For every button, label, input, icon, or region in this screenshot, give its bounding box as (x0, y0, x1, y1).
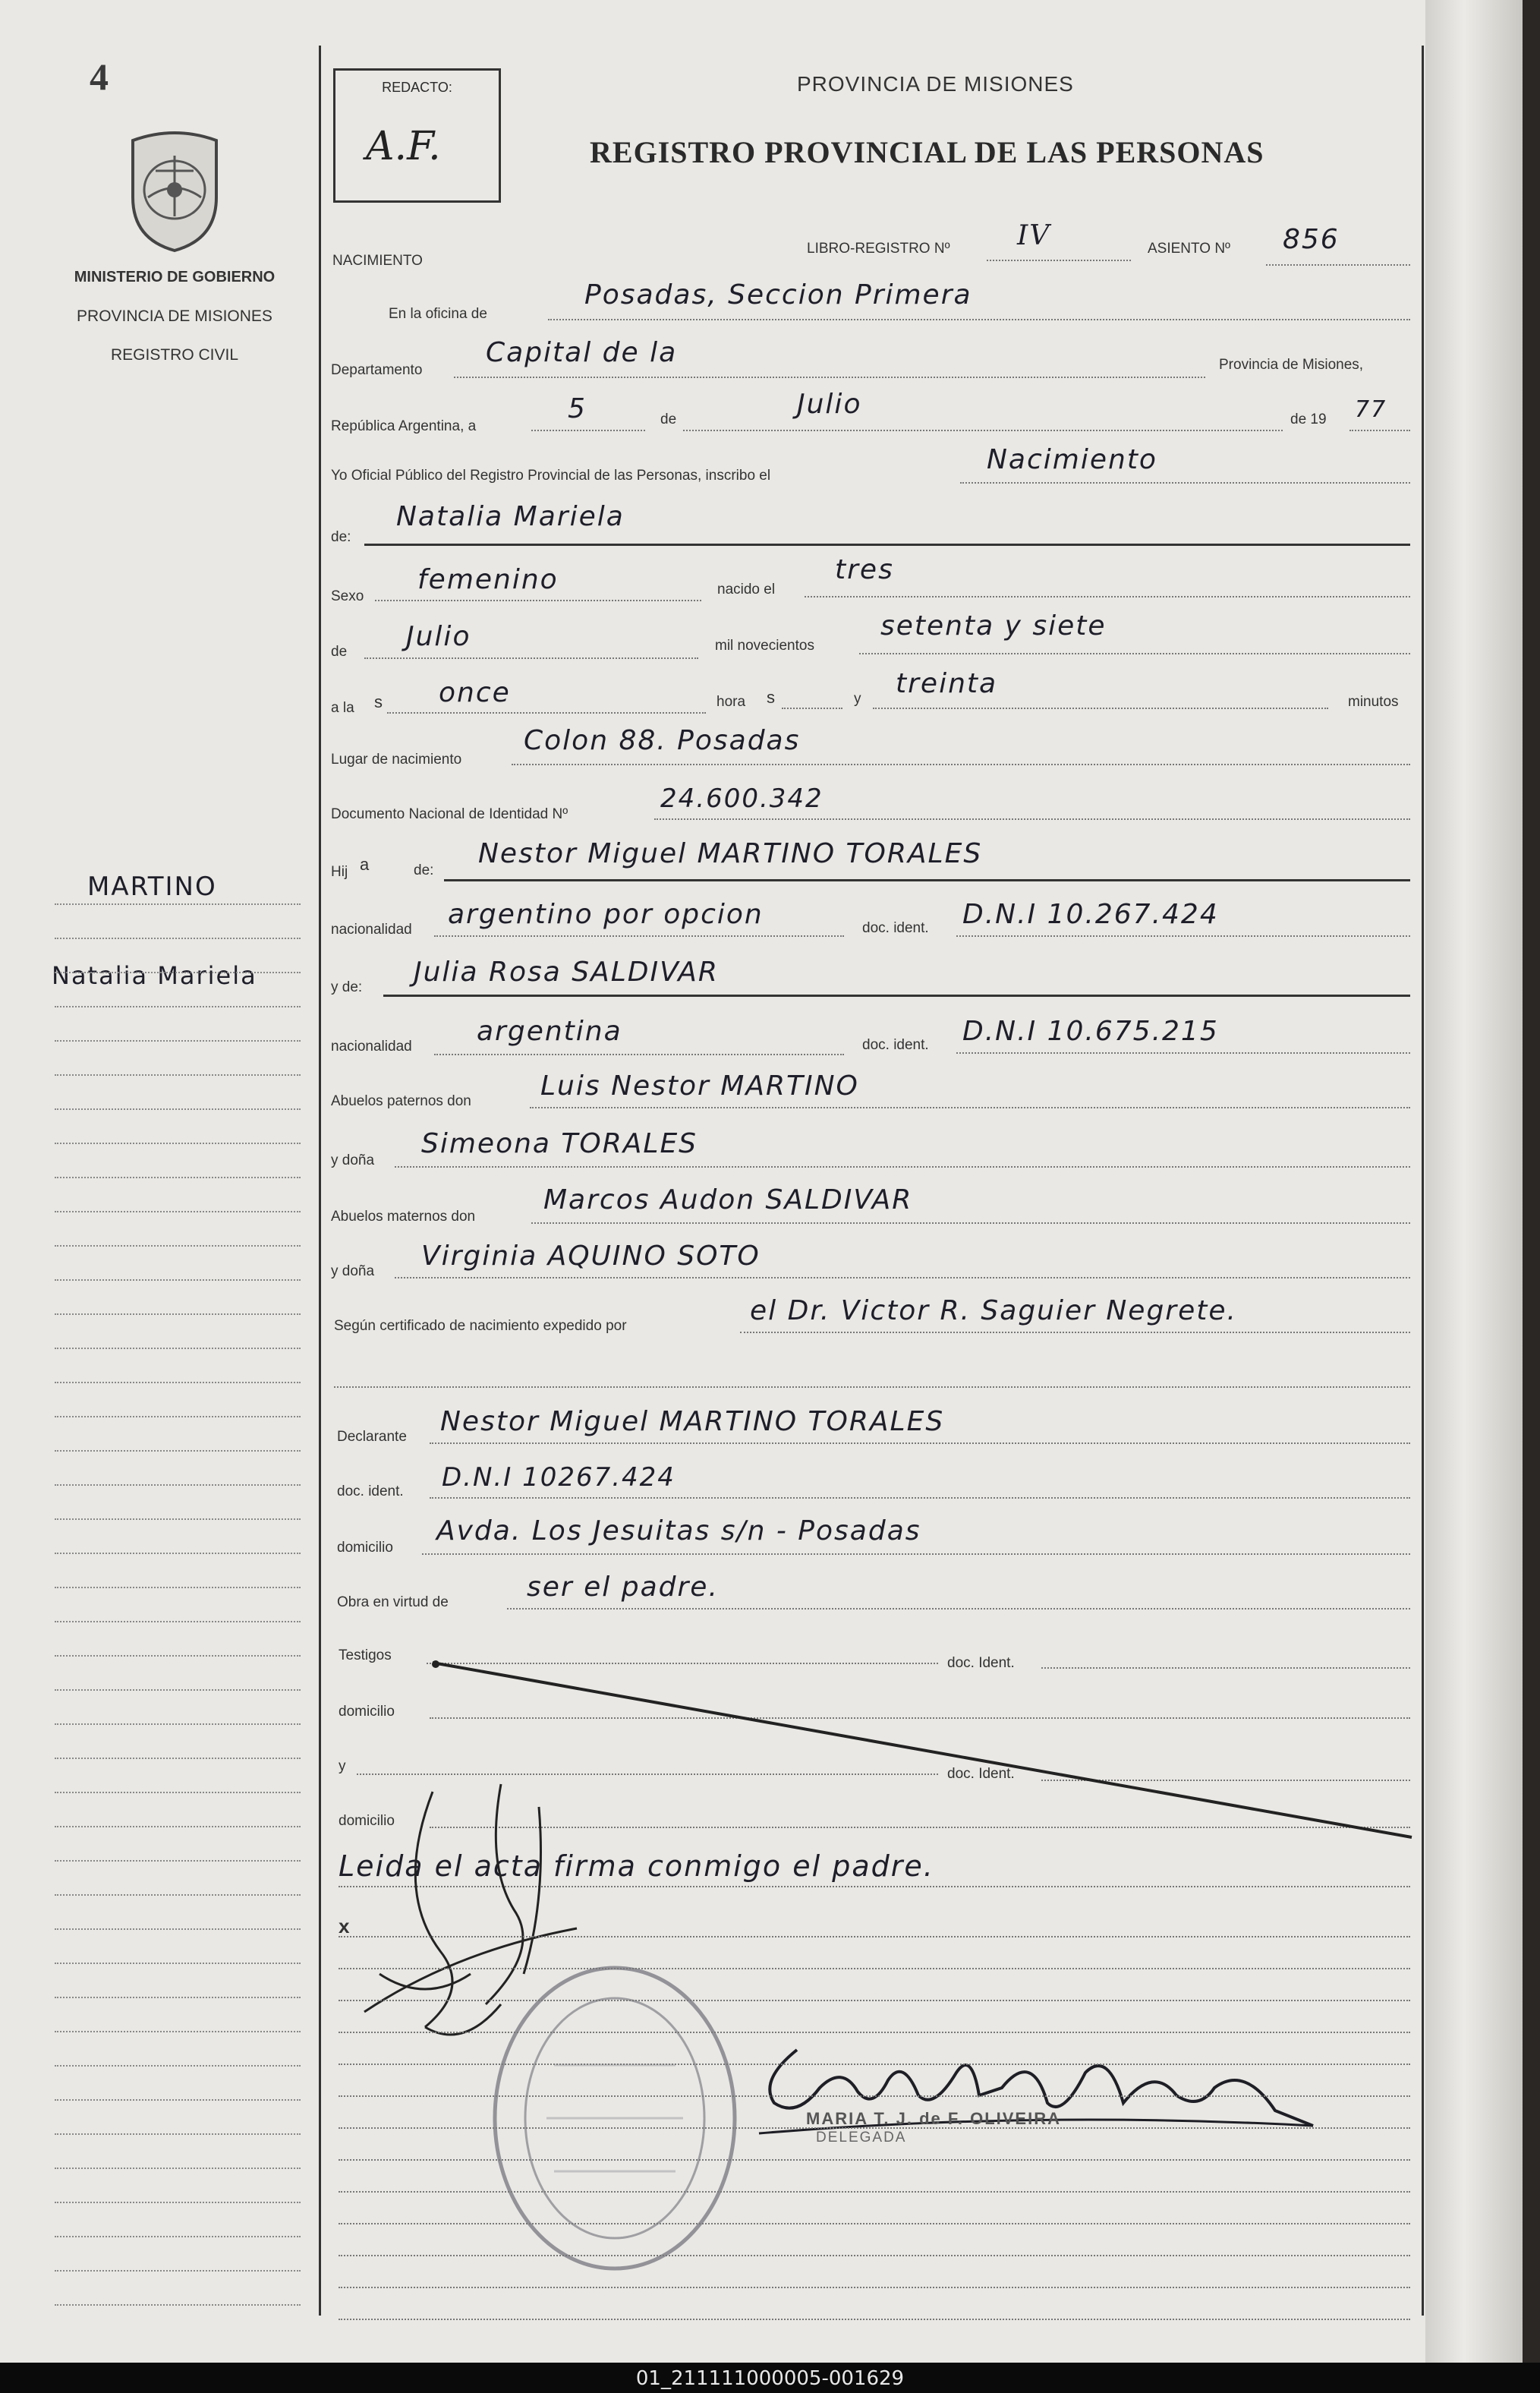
minutos-value: treinta (896, 668, 998, 699)
officer-name: MARIA T. J. de F. OLIVEIRA (806, 2109, 1061, 2128)
docident3-dots (430, 1497, 1410, 1499)
hij-de-label: de: (414, 862, 434, 878)
margin-ruled-line (55, 1621, 301, 1622)
margin-ruled-line (55, 1074, 301, 1076)
margin-ruled-line (55, 1177, 301, 1178)
province-label: PROVINCIA DE MISIONES (77, 307, 272, 325)
abuelos-mat-label: Abuelos maternos don (331, 1209, 476, 1225)
ruled-line (339, 2095, 1410, 2097)
hora-dots (387, 712, 706, 714)
oficina-value: Posadas, Seccion Primera (584, 279, 972, 311)
de-label: de (660, 411, 677, 427)
ruled-line (339, 2319, 1410, 2320)
oficial-value: Nacimiento (987, 444, 1157, 475)
y-label: y (854, 691, 861, 707)
hij-suffix: a (360, 855, 370, 874)
margin-ruled-line (55, 1928, 301, 1930)
ruled-line (339, 2127, 1410, 2129)
nac1-value: argentino por opcion (448, 899, 764, 930)
footer-strip (0, 2363, 1540, 2393)
abuelos-pat-label: Abuelos paternos don (331, 1093, 471, 1109)
docident5-label: doc. Ident. (947, 1766, 1015, 1782)
margin-ruled-line (55, 1963, 301, 1964)
yde-label: y de: (331, 979, 363, 995)
lugar-label: Lugar de nacimiento (331, 752, 462, 768)
anio-value: setenta y siete (880, 610, 1107, 642)
sexo-value: femenino (417, 564, 559, 595)
leida-value: Leida el acta firma conmigo el padre. (339, 1849, 934, 1883)
mes-de-label: de (331, 644, 348, 660)
margin-ruled-line (55, 1484, 301, 1486)
testigos-label: Testigos (339, 1647, 392, 1663)
horas-label: hora (716, 694, 746, 710)
margin-ruled-line (55, 1758, 301, 1759)
margin-ruled-line (55, 1245, 301, 1247)
margin-ruled-line (55, 2099, 301, 2101)
page-edge (1425, 0, 1523, 2363)
margin-ruled-line (55, 1553, 301, 1554)
provincia-suffix: Provincia de Misiones, (1219, 357, 1364, 373)
asiento-label: ASIENTO Nº (1148, 241, 1230, 257)
name-line (364, 544, 1410, 546)
docident2-value: D.N.I 10.675.215 (962, 1016, 1219, 1047)
ruled-line (339, 2287, 1410, 2288)
docident1-label: doc. ident. (862, 920, 929, 936)
margin-ruled-line (55, 1689, 301, 1691)
certificado-value: el Dr. Victor R. Saguier Negrete. (750, 1295, 1237, 1326)
nac2-label: nacionalidad (331, 1039, 412, 1055)
oficina-label: En la oficina de (389, 306, 487, 322)
margin-ruled-line (55, 1860, 301, 1862)
ruled-line (339, 2000, 1410, 2001)
left-rule (319, 46, 321, 2316)
ruled-line (339, 2064, 1410, 2065)
year-dots (1349, 430, 1410, 431)
margin-ruled-line (55, 2065, 301, 2067)
margin-ruled-line (55, 1587, 301, 1588)
margin-ruled-line (55, 1894, 301, 1896)
margin-ruled-line (55, 1279, 301, 1281)
hora-value: once (439, 677, 511, 708)
nac2-dots (434, 1054, 844, 1055)
domicilio1-label: domicilio (337, 1540, 393, 1556)
margin-ruled-line (55, 1211, 301, 1212)
month-dots (683, 430, 1283, 431)
margin-ruled-line (55, 972, 301, 973)
anio-dots (859, 653, 1410, 654)
oficial-label: Yo Oficial Público del Registro Provincial de las Personas, inscribo el (331, 468, 771, 484)
image-code: 01_211111000005-001629 (635, 2367, 905, 2390)
asiento-value: 856 (1283, 224, 1340, 255)
asiento-dots (1266, 264, 1410, 266)
registry-title: REGISTRO PROVINCIAL DE LAS PERSONAS (590, 135, 1264, 169)
ruled-line (339, 2223, 1410, 2224)
margin-ruled-line (55, 1108, 301, 1110)
dni-value: 24.600.342 (660, 783, 824, 814)
docident4-label: doc. Ident. (947, 1655, 1015, 1671)
margin-ruled-line (55, 1792, 301, 1793)
dni-dots (654, 818, 1410, 820)
domicilio2-label: domicilio (339, 1704, 395, 1720)
ruled-line (339, 2255, 1410, 2256)
abuela-pat-value: Simeona TORALES (421, 1128, 698, 1159)
nac1-label: nacionalidad (331, 922, 412, 938)
margin-ruled-line (55, 1313, 301, 1315)
y2-label: y (339, 1758, 346, 1774)
minutos-dots (873, 708, 1328, 709)
nacido-value: tres (835, 554, 894, 585)
docident3-value: D.N.I 10267.424 (442, 1462, 676, 1493)
ydona1-label: y doña (331, 1152, 375, 1168)
domicilio3-label: domicilio (339, 1813, 395, 1829)
abuela-pat-dots (395, 1166, 1410, 1168)
republica-label: República Argentina, a (331, 418, 477, 434)
mes-value: Julio (406, 621, 471, 652)
officer-subtitle: DELEGADA (816, 2130, 907, 2146)
ydona2-label: y doña (331, 1263, 375, 1279)
horas-dots (782, 708, 842, 709)
madre-value: Julia Rosa SALDIVAR (414, 957, 719, 988)
margin-ruled-line (55, 2202, 301, 2203)
certificado-label: Según certificado de nacimiento expedido por (334, 1318, 627, 1334)
hij-label: Hij (331, 864, 348, 880)
domicilio1-value: Avda. Los Jesuitas s/n - Posadas (436, 1515, 921, 1546)
abuela-mat-dots (395, 1277, 1410, 1278)
margin-ruled-line (55, 1143, 301, 1144)
margin-ruled-line (55, 2236, 301, 2237)
obra-label: Obra en virtud de (337, 1594, 449, 1610)
dni-label: Documento Nacional de Identidad Nº (331, 806, 568, 822)
abuelo-mat-value: Marcos Audon SALDIVAR (543, 1184, 913, 1215)
margin-ruled-line (55, 2304, 301, 2306)
madre-line (383, 995, 1410, 997)
margin-ruled-line (55, 1723, 301, 1725)
x-label: x (339, 1915, 350, 1937)
margin-ruled-line (55, 1348, 301, 1349)
abuelo-mat-dots (531, 1222, 1410, 1224)
ruled-line (339, 2159, 1410, 2161)
nacido-dots (805, 596, 1410, 597)
abuela-mat-value: Virginia AQUINO SOTO (421, 1241, 761, 1272)
docident1-dots (956, 935, 1410, 937)
header-province: PROVINCIA DE MISIONES (797, 72, 1074, 96)
ruled-line (339, 2032, 1410, 2033)
abuelo-pat-value: Luis Nestor MARTINO (540, 1070, 859, 1102)
nac2-value: argentina (477, 1016, 622, 1047)
oficina-dots (548, 319, 1410, 320)
ministry-label: MINISTERIO DE GOBIERNO (74, 269, 276, 285)
nac1-dots (434, 935, 844, 937)
padre-value: Nestor Miguel MARTINO TORALES (478, 838, 983, 869)
margin-ruled-line (55, 1997, 301, 1998)
alas-suffix: s (374, 692, 383, 711)
margin-ruled-line (55, 2168, 301, 2169)
nacido-label: nacido el (717, 582, 776, 597)
obra-value: ser el padre. (527, 1572, 719, 1603)
official-stamp (486, 1959, 744, 2278)
child-name-value: Natalia Mariela (396, 501, 625, 532)
certificado-dots-2 (334, 1386, 1410, 1388)
lugar-dots (512, 764, 1410, 765)
abuelo-pat-dots (530, 1107, 1410, 1108)
ruled-line (339, 1968, 1410, 1969)
sexo-dots (375, 600, 701, 601)
margin-given-name: Natalia Mariela (52, 961, 257, 990)
domicilio1-dots (422, 1553, 1410, 1555)
day-value: 5 (568, 393, 587, 424)
ruled-line (339, 2191, 1410, 2193)
docident2-dots (956, 1052, 1410, 1054)
departamento-value: Capital de la (486, 337, 678, 368)
margin-ruled-line (55, 1450, 301, 1452)
margin-ruled-line (55, 938, 301, 939)
declarante-label: Declarante (337, 1429, 407, 1445)
month-value: Julio (797, 389, 862, 420)
margin-ruled-line (55, 1040, 301, 1042)
day-dots (531, 430, 645, 431)
margin-ruled-line (55, 1382, 301, 1383)
registry-label: REGISTRO CIVIL (110, 346, 239, 364)
departamento-dots (454, 377, 1205, 378)
alas-label: a la (331, 700, 354, 716)
margin-ruled-line (55, 1416, 301, 1417)
mes-dots (364, 657, 698, 659)
ruled-line (339, 1936, 1410, 1937)
mil-label: mil novecientos (715, 638, 814, 654)
redacto-label: REDACTO: (382, 80, 452, 95)
margin-ruled-line (55, 2270, 301, 2272)
padre-line (444, 879, 1410, 881)
name-de-label: de: (331, 529, 351, 545)
horas-suffix: s (767, 688, 775, 707)
margin-ruled-line (55, 903, 301, 905)
departamento-label: Departamento (331, 362, 423, 378)
declarante-value: Nestor Miguel MARTINO TORALES (440, 1406, 945, 1437)
oficial-dots (960, 482, 1410, 484)
docident2-label: doc. ident. (862, 1037, 929, 1053)
right-rule (1422, 46, 1424, 2316)
libro-value: IV (1017, 220, 1051, 251)
margin-ruled-line (55, 1518, 301, 1520)
margin-surname: MARTINO (87, 872, 217, 902)
margin-ruled-line (55, 2031, 301, 2032)
docident1-value: D.N.I 10.267.424 (962, 899, 1219, 930)
page-number: 4 (90, 55, 109, 98)
libro-label: LIBRO-REGISTRO Nº (807, 241, 950, 257)
margin-ruled-line (55, 2133, 301, 2135)
minutos-label: minutos (1348, 694, 1399, 710)
margin-ruled-line (55, 1006, 301, 1007)
sexo-label: Sexo (331, 588, 364, 604)
provincial-seal-icon (118, 125, 231, 254)
margin-ruled-line (55, 1655, 301, 1657)
docident3-label: doc. ident. (337, 1483, 404, 1499)
certificado-dots (740, 1332, 1410, 1333)
redacto-value: A.F. (366, 124, 441, 169)
record-type-label: NACIMIENTO (332, 253, 423, 269)
lugar-value: Colon 88. Posadas (524, 725, 801, 756)
libro-dots (987, 260, 1131, 261)
year-value: 77 (1355, 396, 1387, 423)
obra-dots (507, 1608, 1410, 1610)
declarante-dots (430, 1442, 1410, 1444)
margin-ruled-line (55, 1826, 301, 1827)
year-prefix: de 19 (1290, 411, 1327, 427)
redacto-box (333, 68, 501, 203)
